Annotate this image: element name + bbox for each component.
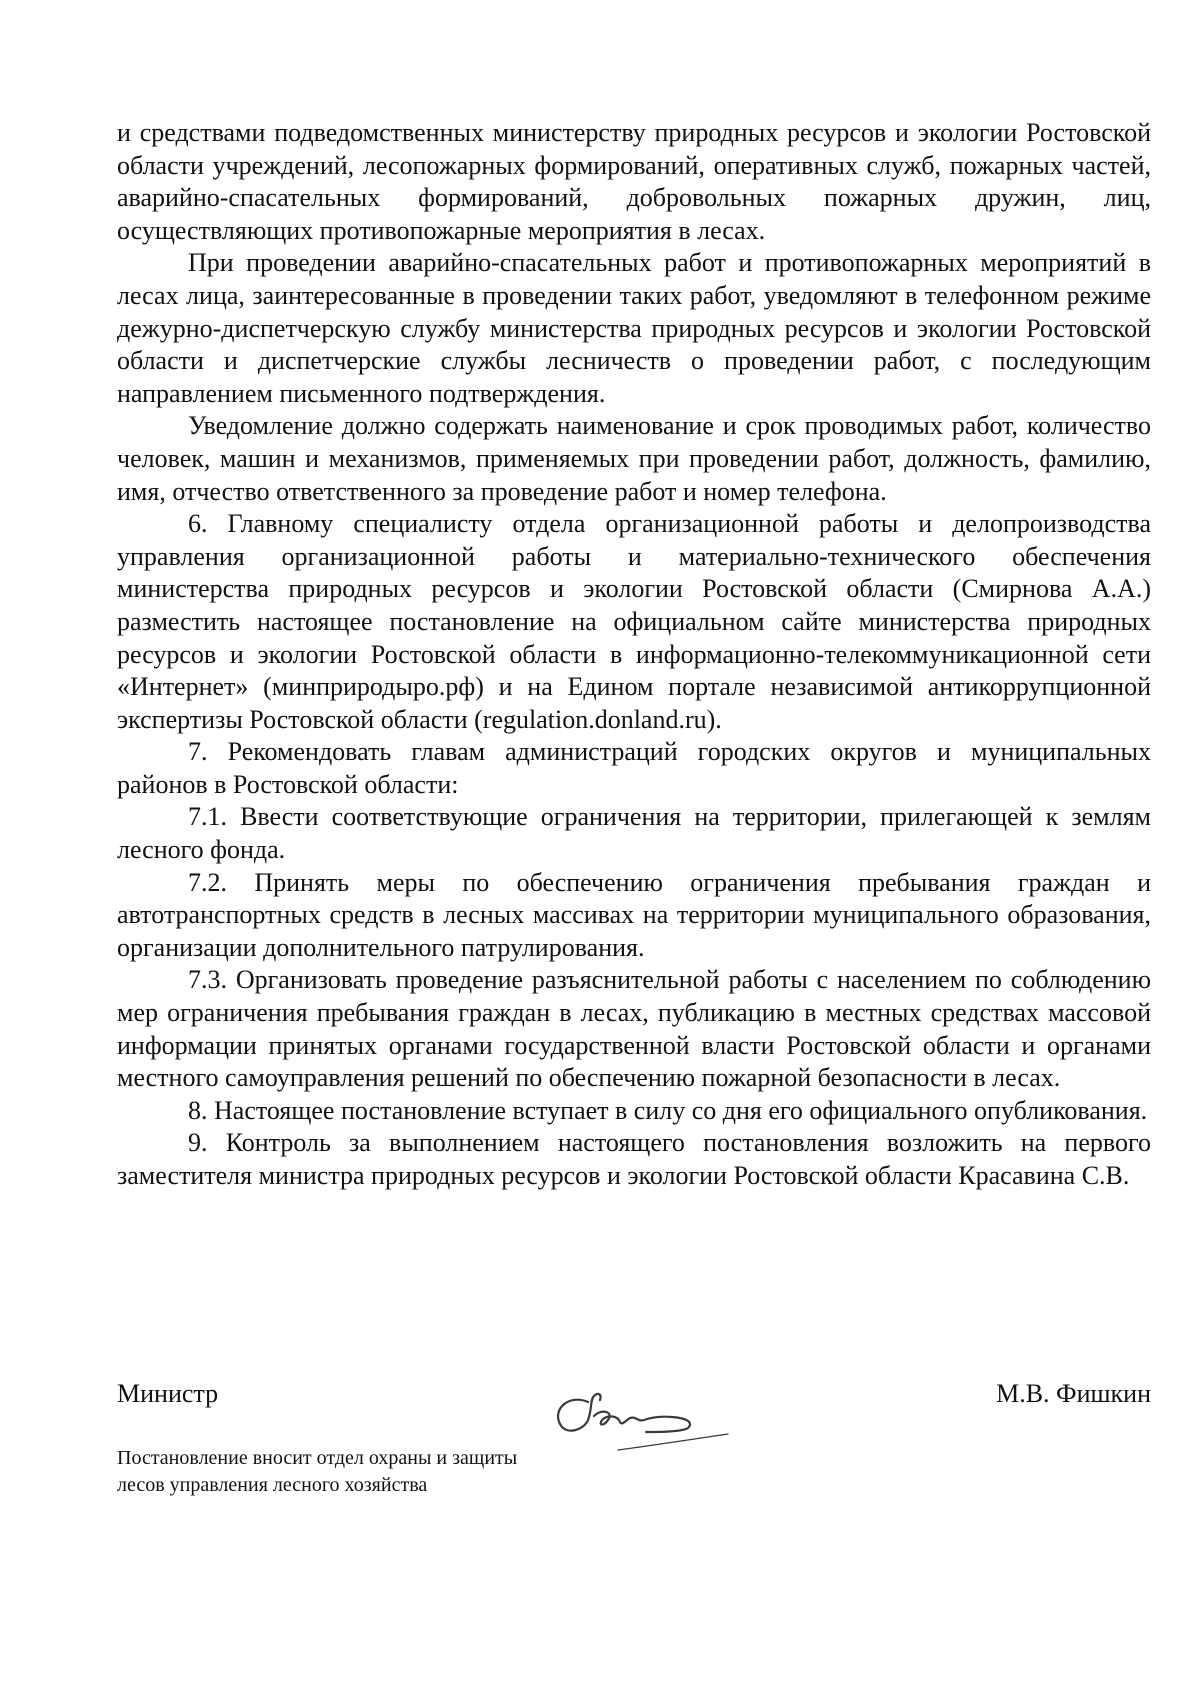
paragraph-item-7: 7. Рекомендовать главам администраций городских округов и муниципальных районов в Ростовской области: <box>117 737 1151 799</box>
footnote <box>117 1445 637 1499</box>
footnote-line: Постановление вносит отдел охраны и защиты <box>117 1447 518 1469</box>
paragraph-continuation: и средствами подведомственных министерству природных ресурсов и экологии Ростовской области учреждений, лесопожарных формирований, оперативных служб, пожарных частей, аварийно-спасательных формирований, добровольных пожарных дружин, лиц, осуществляющих противопожарные мероприятия в лесах. <box>117 118 1151 245</box>
document-body <box>117 117 1151 1193</box>
signatory-name: М.В. Фишкин <box>996 1379 1151 1408</box>
paragraph-item-6: 6. Главному специалисту отдела организационной работы и делопроизводства управления организационной работы и материально-технического обеспечения министерства природных ресурсов и экологии Ростовской области (Смирнова А.А.) разместить настоящее постановление на официальном сайте министерства природных ресурсов и экологии Ростовской области в информационно-телекоммуникационной сети «Интернет» (минприродыро.рф) и на Едином портале независимой антикоррупционной экспертизы Ростовской области (regulation.donland.ru). <box>117 509 1151 734</box>
footnote-line: лесов управления лесного хозяйства <box>117 1474 428 1496</box>
paragraph-item-9: 9. Контроль за выполнением настоящего постановления возложить на первого заместителя министра природных ресурсов и экологии Ростовской области Красавина С.В. <box>117 1128 1151 1190</box>
signatory-title: Министр <box>117 1379 219 1408</box>
paragraph-item-7-1: 7.1. Ввести соответствующие ограничения на территории, прилегающей к землям лесного фонда. <box>117 802 1151 865</box>
paragraph-notification-content: Уведомление должно содержать наименование и срок проводимых работ, количество человек, машин и механизмов, применяемых при проведении работ, должность, фамилию, имя, отчество ответственного за проведение работ и номер телефона. <box>117 411 1151 506</box>
paragraph-notification-procedure: При проведении аварийно-спасательных работ и противопожарных мероприятий в лесах лица, заинтересованные в проведении таких работ, уведомляют в телефонном режиме дежурно-диспетчерскую службу министерства природных ресурсов и экологии Ростовской области и диспетчерские службы лесничеств о проведении работ, с последующим направлением письменного подтверждения. <box>117 248 1151 408</box>
paragraph-item-7-3: 7.3. Организовать проведение разъяснительной работы с населением по соблюдению мер ограничения пребывания граждан в лесах, публикацию в местных средствах массовой информации принятых органами государственной власти Ростовской области и органами местного самоуправления решений по обеспечению пожарной безопасности в лесах. <box>117 965 1151 1093</box>
paragraph-item-7-2: 7.2. Принять меры по обеспечению ограничения пребывания граждан и автотранспортных средств в лесных массивах на территории муниципального образования, организации дополнительного патрулирования. <box>117 867 1151 962</box>
paragraph-item-8: 8. Настоящее постановление вступает в силу со дня его официального опубликования. <box>188 1095 1148 1125</box>
